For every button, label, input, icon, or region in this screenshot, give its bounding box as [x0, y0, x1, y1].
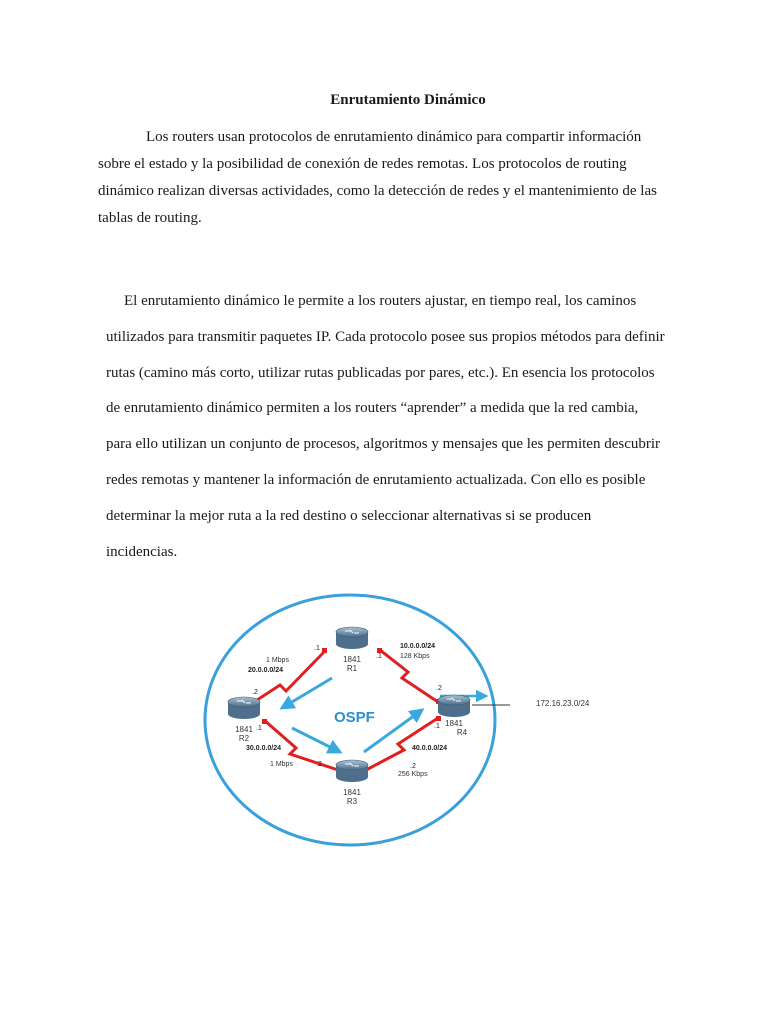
link-r2-r3-network: 30.0.0.0/24 [246, 745, 282, 752]
link-r2-r1-network: 20.0.0.0/24 [248, 667, 284, 674]
link-r2-r1-speed: 1 Mbps [266, 657, 289, 664]
paragraph-detail: El enrutamiento dinámico le permite a los routers ajustar, en tiempo real, los caminos utilizados para transmitir paquetes IP. Cada protocolo posee sus propios métodos para definir rutas (camino más corto, utilizar rutas publicadas por pares, etc.). En esencia los protocolos de enrutamiento dinámico permiten a los routers “aprender” a medida que la red cambia, para ello utilizan un conjunto de procesos, algoritmos y mensajes que les permiten descubrir redes remotas y mantener la información de enrutamiento actualizada. Con ello es posible determinar la mejor ruta a la red destino o seleccionar alternativas si se producen incidencias. [106, 293, 665, 560]
external-network-label: 172.16.23.0/24 [536, 699, 590, 708]
paragraph-intro: Los routers usan protocolos de enrutamiento dinámico para compartir información sobre el estado y la posibilidad de conexión de redes remotas. Los protocolos de routing dinámico realizan diversas actividades, como la detección de redes y el mantenimiento de las tablas de routing. [98, 129, 657, 226]
iface-r1-right: .1 [376, 653, 382, 660]
router-r3-model: 1841 [343, 788, 361, 797]
link-r2-r1 [254, 650, 326, 702]
router-r4 [438, 695, 470, 717]
link-r3-r4-network: 40.0.0.0/24 [412, 745, 448, 752]
router-r2-model: 1841 [235, 725, 253, 734]
link-r1-r4-network: 10.0.0.0/24 [400, 643, 436, 650]
iface-r4-top: .2 [436, 685, 442, 692]
iface-r3-right: .2 [410, 763, 416, 770]
link-r2-r3-speed: 1 Mbps [270, 761, 293, 768]
ospf-network-diagram [200, 590, 510, 850]
document-title: Enrutamiento Dinámico [330, 92, 486, 108]
interface-dot [322, 648, 327, 653]
iface-r2-bottom: .1 [256, 725, 262, 732]
iface-r3-left: .2 [316, 761, 322, 768]
router-r4-model: 1841 [445, 719, 463, 728]
link-r1-r4-speed: 128 Kbps [400, 653, 430, 660]
interface-dot [436, 716, 441, 721]
flow-arrow-r2-r3 [292, 728, 340, 752]
router-r1-model: 1841 [343, 655, 361, 664]
iface-r1-left: .1 [314, 645, 320, 652]
router-r2 [228, 697, 260, 719]
ospf-label: OSPF [334, 709, 375, 726]
router-r1-name: R1 [346, 664, 358, 673]
iface-r2-top: .2 [252, 689, 258, 696]
router-r3 [336, 760, 368, 782]
interface-dot [262, 719, 267, 724]
iface-r4-bottom: .1 [434, 723, 440, 730]
link-r3-r4-speed: 256 Kbps [398, 771, 428, 778]
router-r1 [336, 627, 368, 649]
router-r3-name: R3 [346, 797, 358, 806]
flow-arrow-r1-r2 [282, 678, 332, 708]
router-r4-name: R4 [456, 728, 468, 737]
router-r2-name: R2 [238, 734, 250, 743]
